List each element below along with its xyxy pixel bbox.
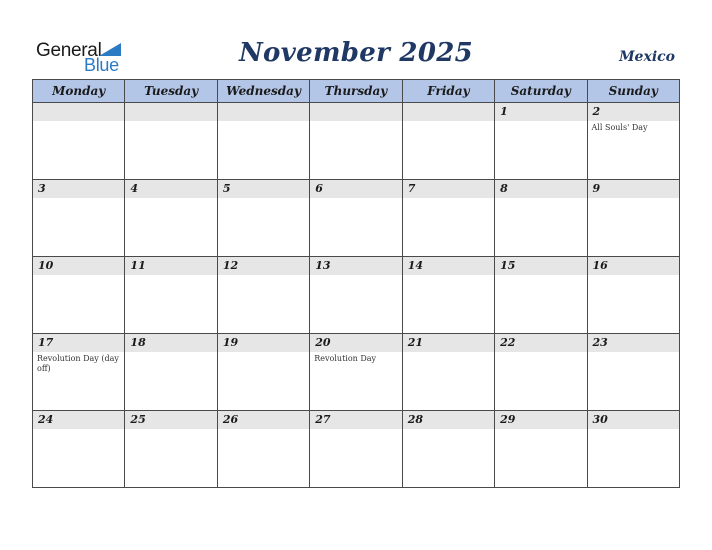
holiday-label: All Souls' Day [591, 123, 648, 132]
day-number: 2 [588, 103, 679, 121]
day-number: 29 [495, 411, 586, 429]
day-cell [402, 180, 494, 257]
day-cell [125, 103, 217, 180]
week-row [33, 180, 680, 257]
day-number: 17 [33, 334, 124, 352]
week-row [33, 103, 680, 180]
day-number: 20 [310, 334, 401, 352]
day-cell [495, 257, 587, 334]
day-number [218, 103, 309, 121]
weekday-header-friday: Friday [402, 80, 494, 103]
day-number: 18 [125, 334, 216, 352]
day-number: 16 [588, 257, 679, 275]
day-cell [587, 411, 679, 488]
calendar-body [33, 103, 680, 488]
day-cell [125, 411, 217, 488]
day-number [403, 103, 494, 121]
day-cell [495, 411, 587, 488]
page-title: November 2025 [238, 38, 473, 68]
day-number: 10 [33, 257, 124, 275]
day-cell [587, 103, 679, 180]
week-row [33, 334, 680, 411]
day-cell [495, 334, 587, 411]
day-number [310, 103, 401, 121]
day-number: 22 [495, 334, 586, 352]
day-cell [33, 411, 125, 488]
day-cell [310, 103, 402, 180]
day-number: 1 [495, 103, 586, 121]
day-cell [402, 103, 494, 180]
day-cell [587, 257, 679, 334]
day-cell [217, 334, 309, 411]
week-row [33, 257, 680, 334]
logo-text-general: General [36, 40, 102, 61]
day-number [33, 103, 124, 121]
day-cell [310, 257, 402, 334]
day-number: 6 [310, 180, 401, 198]
day-number: 23 [588, 334, 679, 352]
day-number: 5 [218, 180, 309, 198]
day-number: 14 [403, 257, 494, 275]
weekday-header-saturday: Saturday [495, 80, 587, 103]
weekday-header-sunday: Sunday [587, 80, 679, 103]
day-cell [310, 334, 402, 411]
holiday-label: Revolution Day [314, 354, 377, 363]
day-cell [495, 103, 587, 180]
day-number: 24 [33, 411, 124, 429]
day-cell [402, 411, 494, 488]
day-cell [310, 411, 402, 488]
day-number: 19 [218, 334, 309, 352]
logo-text-blue: Blue [84, 55, 119, 75]
country-label: Mexico [619, 49, 675, 65]
day-cell [125, 180, 217, 257]
week-row [33, 411, 680, 488]
day-cell [587, 180, 679, 257]
day-cell [33, 103, 125, 180]
day-cell [33, 334, 125, 411]
day-cell [587, 334, 679, 411]
day-cell [402, 334, 494, 411]
day-number: 13 [310, 257, 401, 275]
day-cell [125, 334, 217, 411]
day-cell [125, 257, 217, 334]
weekday-header-row [33, 80, 680, 103]
day-number: 15 [495, 257, 586, 275]
day-number: 28 [403, 411, 494, 429]
day-number: 12 [218, 257, 309, 275]
day-cell [310, 180, 402, 257]
day-number: 30 [588, 411, 679, 429]
day-number: 4 [125, 180, 216, 198]
weekday-header-wednesday: Wednesday [217, 80, 309, 103]
day-cell [217, 180, 309, 257]
weekday-header-thursday: Thursday [310, 80, 402, 103]
day-number: 11 [125, 257, 216, 275]
day-cell [217, 103, 309, 180]
day-number [125, 103, 216, 121]
day-number: 21 [403, 334, 494, 352]
holiday-label: Revolution Day (day off) [37, 354, 119, 373]
weekday-header-tuesday: Tuesday [125, 80, 217, 103]
day-number: 3 [33, 180, 124, 198]
day-cell [217, 411, 309, 488]
weekday-header-monday: Monday [33, 80, 125, 103]
day-cell [402, 257, 494, 334]
day-cell [495, 180, 587, 257]
day-number: 7 [403, 180, 494, 198]
calendar-grid [32, 79, 680, 488]
day-number: 27 [310, 411, 401, 429]
day-cell [33, 180, 125, 257]
day-number: 26 [218, 411, 309, 429]
day-number: 8 [495, 180, 586, 198]
day-cell [33, 257, 125, 334]
day-number: 9 [588, 180, 679, 198]
day-number: 25 [125, 411, 216, 429]
day-cell [217, 257, 309, 334]
